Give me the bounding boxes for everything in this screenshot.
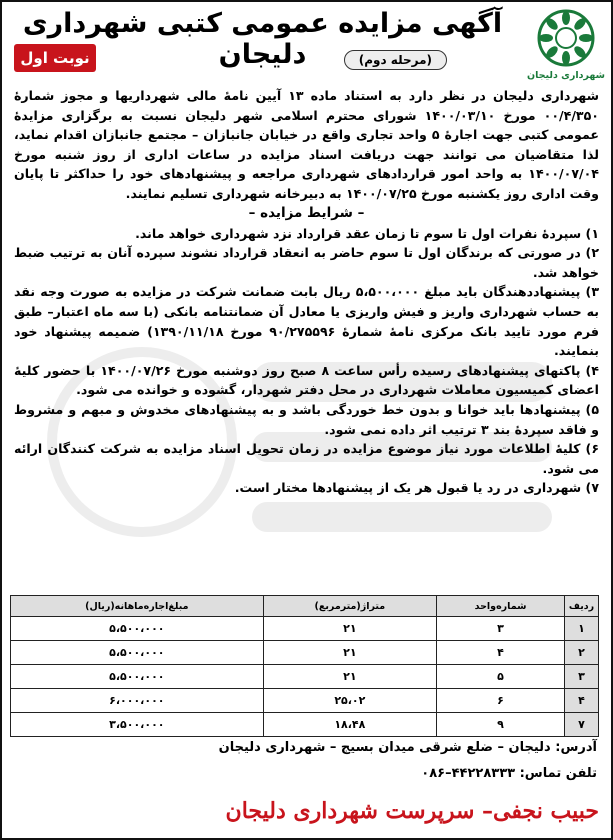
table-header-row [11,596,599,617]
address-line: آدرس: دلیجان – ضلع شرقی میدان بسیج – شهرداری دلیجان [218,740,597,755]
condition-item: ۴) پاکتهای پیشنهادهای رسیده رأس ساعت ۸ صبح روز دوشنبه مورخ ۱۴۰۰/۰۷/۲۶ با حضور کلیهٔ اعضای کمیسیون معاملات شهرداری در محل دفتر شهردار، گشوده و خوانده می شود. [14,362,599,398]
area-cell: ۲۵،۰۲ [263,689,436,713]
unit-number-cell: ۶ [437,689,565,713]
units-table [10,595,599,737]
condition-item: ۱) سپردهٔ نفرات اول تا سوم تا زمان عقد قرارداد نزد شهرداری خواهد ماند. [135,225,599,241]
page-title: آگهی مزایده عمومی کتبی شهرداری دلیجان [22,8,503,70]
table-row [11,689,599,713]
municipality-logo [527,8,605,88]
unit-number-cell: ۵ [437,665,565,689]
rent-cell: ۵،۵۰۰،۰۰۰ [11,617,264,641]
condition-item: ۲) در صورتی که برندگان اول تا سوم حاضر به انعقاد قرارداد نشوند سپرده آنان به ترتیب ضبط خواهد شد. [14,245,599,280]
round-badge: نوبت اول [14,44,96,72]
signature-line: حبیب نجفی– سرپرست شهرداری دلیجان [225,798,599,824]
area-cell: ۱۸،۴۸ [263,713,436,737]
area-cell: ۲۱ [263,641,436,665]
table-row [11,641,599,665]
table-row [11,713,599,737]
header [6,6,607,88]
row-number-cell: ۳ [565,665,599,689]
logo-caption: شهرداری دلیجان [527,70,605,81]
phone-line: تلفن تماس: ۴۴۲۲۸۳۳۳–۰۸۶ [421,766,597,781]
unit-number-cell: ۴ [437,641,565,665]
condition-item: ۶) کلیهٔ اطلاعات مورد نیاز موضوع مزایده در زمان تحویل اسناد مزایده به شرکت کنندگان ارائه می شود. [14,441,599,476]
intro-paragraph: شهرداری دلیجان در نظر دارد به استناد ماده ۱۳ آیین نامهٔ مالی شهرداریها و مجوز شمارهٔ ۰۰/۴/۳۵۰ مورخ ۱۴۰۰/۰۳/۱۰ شورای محترم اسلامی شهر دلیجان نسبت به برگزاری مزایدهٔ عمومی کتبی جهت اجارهٔ ۵ واحد تجاری واقع در خیابان جانبازان – مجتمع جانبازان اقدام نماید، لذا متقاضیان می توانند جهت دریافت اسناد مزایده در ساعات اداری از روز شنبه مورخ ۱۴۰۰/۰۷/۰۴ به واحد امور قراردادهای شهرداری مراجعه و پیشنهادهای خود را حداکثر تا پایان وقت اداری روز یکشنبه مورخ ۱۴۰۰/۰۷/۲۵ به دبیرخانه شهرداری تسلیم نمایند. [14,88,599,201]
row-number-cell: ۷ [565,713,599,737]
condition-item: ۳) پیشنهاددهندگان باید مبلغ ۵،۵۰۰،۰۰۰ ریال بابت ضمانت شرکت در مزایده به صورت وجه نقد به حساب شهرداری واریز و فیش واریزی یا معادل آن ضمانتنامه بانکی (با سه ماه اعتبار– طبق فرم مورد تایید بانک مرکزی نامهٔ شمارهٔ ۹۰/۲۷۵۵۹۶ مورخ ۱۳۹۰/۱۱/۱۸) ضمیمه پیشنهاد خود بنمایند. [14,284,599,359]
column-header-row-number: ردیف [565,596,599,617]
municipality-logo-icon [536,8,596,68]
condition-item: ۷) شهرداری در رد یا قبول هر یک از پیشنهادها مختار است. [234,480,599,496]
rent-cell: ۵،۵۰۰،۰۰۰ [11,665,264,689]
rent-cell: ۶،۰۰۰،۰۰۰ [11,689,264,713]
row-number-cell: ۱ [565,617,599,641]
column-header-unit-number: شماره‌واحد [437,596,565,617]
rent-cell: ۳،۵۰۰،۰۰۰ [11,713,264,737]
unit-number-cell: ۹ [437,713,565,737]
conditions-list [14,224,599,498]
area-cell: ۲۱ [263,617,436,641]
column-header-monthly-rent: مبلغ‌اجاره‌ماهانه(ریال) [11,596,264,617]
table-row [11,617,599,641]
row-number-cell: ۲ [565,641,599,665]
rent-cell: ۵،۵۰۰،۰۰۰ [11,641,264,665]
stage-label: (مرحله دوم) [344,50,447,70]
table-row [11,665,599,689]
condition-item: ۵) پیشنهادها باید خوانا و بدون خط خوردگی باشد و به پیشنهادهای مخدوش و مبهم و مشروط و فاقد سپردهٔ بند ۳ ترتیب اثر داده نمی شود. [14,401,599,437]
row-number-cell: ۴ [565,689,599,713]
unit-number-cell: ۳ [437,617,565,641]
column-header-area: متراژ(مترمربع) [263,596,436,617]
area-cell: ۲۱ [263,665,436,689]
announcement-body [14,86,599,498]
conditions-title: – شرایط مزایده – [248,204,365,221]
